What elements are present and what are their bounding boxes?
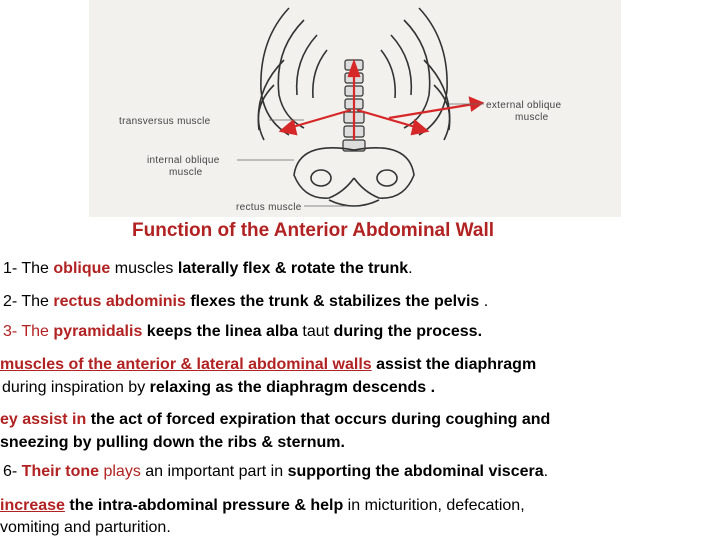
text-line-9 bbox=[0, 496, 525, 515]
text-segment: rectus abdominis bbox=[53, 293, 186, 310]
pelvis-drawing bbox=[294, 148, 414, 206]
right-oblique-arrow bbox=[357, 110, 419, 128]
text-segment: taut bbox=[297, 323, 334, 340]
text-segment: increase bbox=[0, 497, 65, 514]
text-segment: Their tone bbox=[21, 463, 100, 480]
text-segment: . bbox=[479, 293, 489, 310]
text-segment: ey assist in bbox=[0, 411, 87, 428]
text-segment: flexes the trunk & stabilizes the pelvis bbox=[185, 293, 480, 310]
text-segment: keeps the linea alba bbox=[142, 323, 298, 340]
text-segment: 2- The bbox=[3, 293, 54, 310]
text-segment: in micturition, defecation, bbox=[343, 497, 525, 514]
abdominal-wall-illustration bbox=[89, 0, 621, 217]
text-line-4 bbox=[0, 355, 536, 374]
text-segment: 3- The bbox=[3, 323, 54, 340]
text-segment: oblique bbox=[53, 260, 111, 277]
right-oblique-arrow-head bbox=[412, 121, 427, 134]
text-segment: the act of forced expiration that occurs during coughing and bbox=[86, 411, 551, 428]
text-line-5 bbox=[2, 378, 435, 397]
left-oblique-arrow bbox=[289, 110, 351, 128]
text-line-6 bbox=[0, 410, 550, 429]
muscle-arrows bbox=[281, 62, 482, 140]
text-segment: during the process. bbox=[333, 323, 483, 340]
text-segment: 6- bbox=[3, 463, 22, 480]
text-segment: an important part in bbox=[145, 463, 288, 480]
text-segment: relaxing as the diaphragm descends . bbox=[149, 379, 436, 396]
text-segment: the intra-abdominal pressure & help bbox=[64, 497, 344, 514]
text-line-7 bbox=[0, 433, 345, 452]
page-title: Function of the Anterior Abdominal Wall bbox=[132, 220, 495, 241]
text-line-10 bbox=[0, 518, 171, 537]
text-segment: . bbox=[408, 260, 413, 277]
text-segment: pyramidalis bbox=[53, 323, 143, 340]
text-line-8 bbox=[3, 462, 548, 481]
text-segment: muscles bbox=[110, 260, 178, 277]
transversus-label: transversus muscle bbox=[119, 116, 211, 127]
anatomy-figure bbox=[89, 0, 621, 217]
rectus-label: rectus muscle bbox=[236, 202, 302, 213]
text-segment: sneezing by pulling down the ribs & sternum. bbox=[0, 434, 345, 451]
internal-oblique-label-line1: internal oblique bbox=[147, 155, 220, 166]
external-oblique-label-line2: muscle bbox=[515, 112, 549, 123]
text-segment: 1- The bbox=[3, 260, 54, 277]
text-line-2 bbox=[3, 292, 488, 311]
text-segment: laterally flex & rotate the trunk bbox=[177, 260, 409, 277]
text-line-3 bbox=[3, 322, 482, 341]
text-segment: supporting the abdominal viscera bbox=[287, 463, 544, 480]
text-segment: plays bbox=[99, 463, 146, 480]
text-segment: during inspiration by bbox=[2, 379, 150, 396]
left-oblique-arrow-head bbox=[281, 121, 296, 134]
text-segment: . bbox=[543, 463, 549, 480]
text-segment: assist the diaphragm bbox=[371, 356, 537, 373]
text-segment: vomiting and parturition. bbox=[0, 519, 171, 536]
internal-oblique-label-line2: muscle bbox=[169, 167, 203, 178]
external-oblique-arrow bbox=[389, 104, 474, 118]
text-segment: muscles of the anterior & lateral abdominal walls bbox=[0, 356, 372, 373]
text-line-1 bbox=[3, 259, 413, 278]
external-oblique-label-line1: external oblique bbox=[486, 100, 562, 111]
